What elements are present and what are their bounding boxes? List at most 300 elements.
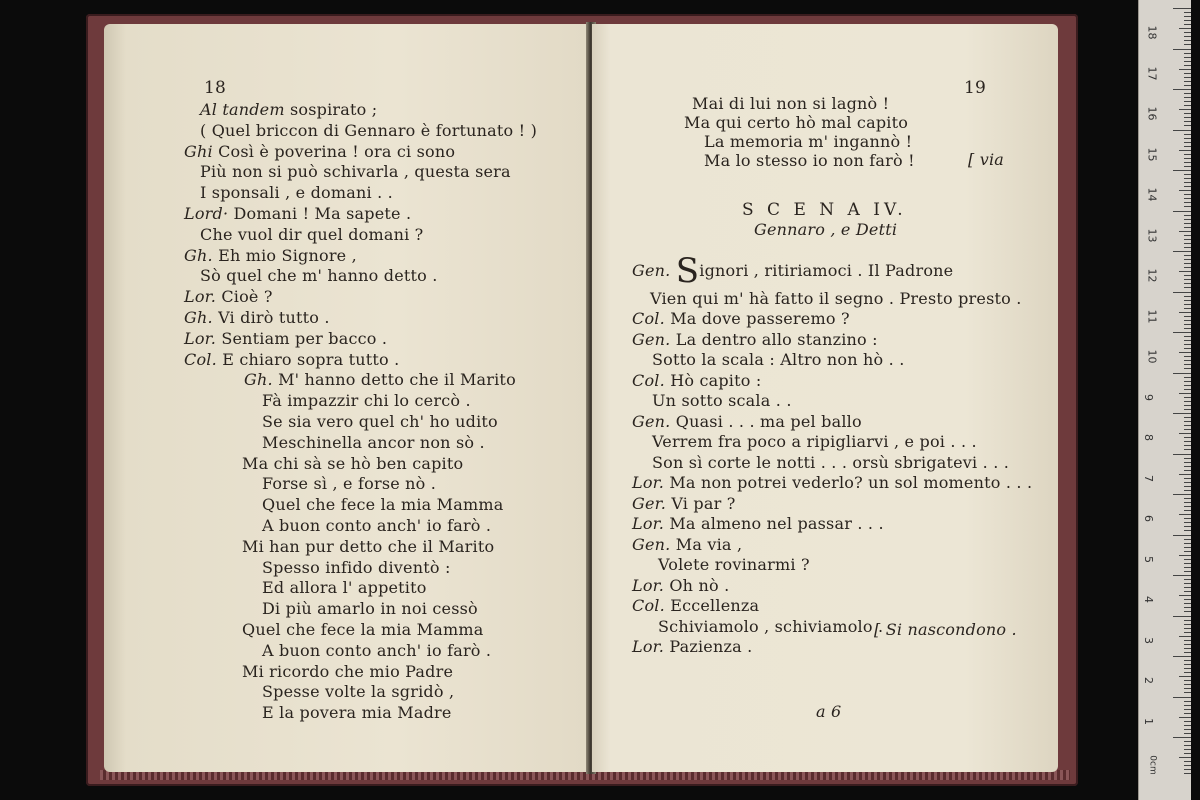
ruler-tick bbox=[1184, 279, 1191, 280]
text-line bbox=[632, 412, 862, 432]
text-line bbox=[632, 473, 1032, 493]
ruler-tick bbox=[1179, 595, 1191, 596]
speaker-name: Gh. bbox=[184, 245, 213, 265]
text-line bbox=[658, 617, 883, 637]
line-text: Mi han pur detto che il Marito bbox=[242, 536, 495, 556]
speaker-name: Ger. bbox=[632, 493, 667, 513]
ruler-tick bbox=[1173, 211, 1191, 212]
text-line bbox=[184, 246, 357, 266]
text-line bbox=[632, 371, 761, 391]
ruler-tick bbox=[1184, 166, 1191, 167]
ruler-tick bbox=[1184, 761, 1191, 762]
ruler-tick bbox=[1184, 510, 1191, 511]
ruler-tick bbox=[1184, 296, 1191, 297]
ruler-tick bbox=[1184, 101, 1191, 102]
ruler-tick bbox=[1173, 89, 1191, 90]
ruler-tick bbox=[1173, 575, 1191, 576]
line-text: Domani ! Ma sapete . bbox=[233, 204, 412, 223]
text-line bbox=[242, 454, 463, 474]
speaker-name: Col. bbox=[632, 596, 665, 615]
ruler-tick bbox=[1184, 356, 1191, 357]
ruler-tick bbox=[1184, 105, 1191, 106]
ruler-tick bbox=[1184, 583, 1191, 584]
ruler-tick bbox=[1184, 16, 1191, 17]
line-text: A buon conto anch' io farò . bbox=[262, 516, 492, 535]
ruler-tick bbox=[1179, 757, 1191, 758]
ruler-tick bbox=[1184, 506, 1191, 507]
text-line bbox=[262, 558, 451, 578]
ruler-tick bbox=[1184, 186, 1191, 187]
ruler-tick bbox=[1184, 53, 1191, 54]
line-text: Ma non potrei vederlo? un sol momento . . . bbox=[669, 473, 1033, 492]
line-text: ignori , ritiriamoci . Il Padrone bbox=[699, 261, 954, 280]
ruler-number: 8 bbox=[1142, 434, 1155, 441]
ruler-tick bbox=[1184, 324, 1191, 325]
text-line bbox=[242, 537, 494, 557]
line-text-rest: sospirato ; bbox=[284, 100, 378, 119]
text-line bbox=[184, 204, 411, 224]
line-text: La memoria m' ingannò ! bbox=[704, 132, 913, 151]
ruler-tick bbox=[1184, 571, 1191, 572]
ruler-tick bbox=[1184, 255, 1191, 256]
ruler-tick bbox=[1184, 539, 1191, 540]
ruler-tick bbox=[1184, 466, 1191, 467]
text-line bbox=[184, 308, 330, 328]
ruler-tick bbox=[1184, 235, 1191, 236]
line-text: Ma almeno nel passar . . . bbox=[669, 514, 884, 533]
speaker-name: Ghi bbox=[184, 141, 213, 161]
ruler-tick bbox=[1184, 138, 1191, 139]
speaker-name: Gen. bbox=[632, 411, 671, 431]
ruler-tick bbox=[1184, 275, 1191, 276]
ruler-tick bbox=[1184, 632, 1191, 633]
ruler-tick bbox=[1173, 251, 1191, 252]
line-text: Mi ricordo che mio Padre bbox=[242, 661, 454, 681]
ruler-tick bbox=[1184, 445, 1191, 446]
ruler-number: 16 bbox=[1145, 106, 1159, 121]
text-line bbox=[652, 453, 1009, 473]
ruler-tick bbox=[1184, 328, 1191, 329]
ruler-tick bbox=[1184, 490, 1191, 491]
ruler-tick bbox=[1184, 518, 1191, 519]
ruler-tick bbox=[1184, 692, 1191, 693]
speaker-name: Lor. bbox=[632, 575, 665, 595]
ruler-tick bbox=[1184, 239, 1191, 240]
ruler-tick bbox=[1173, 535, 1191, 536]
ruler-tick bbox=[1184, 162, 1191, 163]
text-line bbox=[652, 350, 905, 370]
ruler-tick bbox=[1184, 587, 1191, 588]
line-text: Cioè ? bbox=[221, 287, 273, 307]
ruler-tick bbox=[1184, 40, 1191, 41]
text-line bbox=[200, 183, 393, 203]
line-text: Vi par ? bbox=[671, 493, 736, 513]
ruler-tick bbox=[1184, 287, 1191, 288]
ruler-unit: 0cm bbox=[1147, 755, 1158, 775]
text-line bbox=[262, 578, 427, 598]
ruler-tick bbox=[1184, 680, 1191, 681]
text-line bbox=[684, 113, 908, 133]
text-line bbox=[184, 329, 387, 349]
ruler-number: 6 bbox=[1142, 515, 1155, 522]
ruler-tick bbox=[1184, 247, 1191, 248]
text-line bbox=[652, 432, 977, 452]
ruler-tick bbox=[1184, 340, 1191, 341]
ruler-tick bbox=[1184, 377, 1191, 378]
ruler-tick bbox=[1184, 741, 1191, 742]
text-line bbox=[184, 350, 399, 370]
scene-heading: S C E N A IV. bbox=[742, 200, 907, 220]
ruler-tick bbox=[1184, 458, 1191, 459]
ruler-tick bbox=[1184, 745, 1191, 746]
line-text: Volete rovinarmi ? bbox=[658, 555, 810, 574]
ruler-tick bbox=[1184, 219, 1191, 220]
line-text: Hò capito : bbox=[670, 370, 762, 390]
ruler-tick bbox=[1184, 20, 1191, 21]
text-line bbox=[262, 516, 491, 536]
ruler-tick bbox=[1179, 555, 1191, 556]
ruler-tick bbox=[1184, 721, 1191, 722]
ruler-tick bbox=[1184, 336, 1191, 337]
text-line bbox=[184, 142, 455, 162]
ruler-tick bbox=[1184, 344, 1191, 345]
ruler-tick bbox=[1179, 514, 1191, 515]
text-line bbox=[632, 251, 954, 291]
ruler-tick bbox=[1179, 474, 1191, 475]
line-text: Se sia vero quel ch' ho udito bbox=[262, 412, 498, 431]
ruler-tick bbox=[1184, 154, 1191, 155]
ruler-tick bbox=[1184, 401, 1191, 402]
line-text: Meschinella ancor non sò . bbox=[262, 432, 485, 452]
ruler-tick bbox=[1184, 259, 1191, 260]
ruler-tick bbox=[1184, 381, 1191, 382]
ruler-tick bbox=[1184, 437, 1191, 438]
ruler-tick bbox=[1184, 749, 1191, 750]
line-text: Al tandem bbox=[200, 100, 285, 119]
ruler-tick bbox=[1173, 494, 1191, 495]
ruler-tick bbox=[1184, 620, 1191, 621]
ruler-tick bbox=[1184, 611, 1191, 612]
ruler-tick bbox=[1184, 652, 1191, 653]
ruler-number: 11 bbox=[1145, 309, 1159, 323]
ruler-tick bbox=[1184, 223, 1191, 224]
ruler-tick bbox=[1184, 729, 1191, 730]
ruler-tick bbox=[1184, 725, 1191, 726]
ruler-tick bbox=[1184, 243, 1191, 244]
ruler-tick bbox=[1184, 364, 1191, 365]
ruler-tick bbox=[1184, 470, 1191, 471]
ruler-tick bbox=[1184, 664, 1191, 665]
ruler-tick bbox=[1184, 36, 1191, 37]
ruler-tick bbox=[1184, 134, 1191, 135]
ruler-tick bbox=[1184, 644, 1191, 645]
ruler-tick bbox=[1173, 697, 1191, 698]
speaker-name: Gh. bbox=[184, 308, 213, 327]
text-line bbox=[262, 412, 498, 432]
line-text: Ma lo stesso io non farò ! bbox=[704, 151, 915, 170]
line-text: Che vuol dir quel domani ? bbox=[200, 224, 424, 244]
text-line bbox=[658, 555, 810, 575]
text-line bbox=[242, 662, 453, 682]
ruler-tick bbox=[1184, 526, 1191, 527]
ruler-tick bbox=[1184, 174, 1191, 175]
ruler-tick bbox=[1184, 57, 1191, 58]
text-line bbox=[200, 121, 537, 141]
ruler-tick bbox=[1184, 713, 1191, 714]
right-page bbox=[592, 24, 1058, 772]
ruler-tick bbox=[1173, 373, 1191, 374]
ruler-tick bbox=[1184, 624, 1191, 625]
ruler-tick bbox=[1184, 522, 1191, 523]
speaker-name: Gen. bbox=[632, 261, 671, 280]
ruler-tick bbox=[1184, 117, 1191, 118]
text-line bbox=[262, 641, 491, 661]
text-line bbox=[262, 599, 478, 619]
line-text: Spesse volte la sgridò , bbox=[262, 682, 455, 702]
ruler-tick bbox=[1184, 688, 1191, 689]
ruler-tick bbox=[1173, 656, 1191, 657]
ruler-tick bbox=[1179, 271, 1191, 272]
text-line bbox=[632, 494, 736, 514]
text-line bbox=[244, 370, 516, 390]
text-line bbox=[692, 94, 889, 114]
line-text: Un sotto scala . . bbox=[652, 391, 792, 410]
line-text: Quel che fece la mia Mamma bbox=[262, 495, 504, 515]
line-text: ( Quel briccon di Gennaro è fortunato ! ) bbox=[200, 120, 538, 140]
measurement-ruler bbox=[1138, 0, 1191, 800]
line-text: Ed allora l' appetito bbox=[262, 578, 427, 598]
ruler-tick bbox=[1173, 737, 1191, 738]
speaker-name: Gen. bbox=[632, 329, 671, 349]
text-line bbox=[632, 309, 850, 329]
ruler-tick bbox=[1184, 603, 1191, 604]
ruler-tick bbox=[1173, 49, 1191, 50]
ruler-number: 15 bbox=[1145, 147, 1159, 161]
ruler-number: 3 bbox=[1142, 636, 1155, 644]
line-text: Sò quel che m' hanno detto . bbox=[200, 266, 438, 286]
ruler-tick bbox=[1184, 198, 1191, 199]
ruler-tick bbox=[1184, 113, 1191, 114]
line-text: Fà impazzir chi lo cercò . bbox=[262, 391, 471, 411]
ruler-tick bbox=[1184, 486, 1191, 487]
ruler-tick bbox=[1184, 753, 1191, 754]
line-text: Ma chi sà se hò ben capito bbox=[242, 453, 464, 473]
ruler-tick bbox=[1184, 348, 1191, 349]
line-text: M' hanno detto che il Marito bbox=[278, 370, 516, 390]
line-text: Son sì corte le notti . . . orsù sbrigatevi . . . bbox=[652, 452, 1010, 472]
ruler-tick bbox=[1184, 705, 1191, 706]
ruler-tick bbox=[1179, 352, 1191, 353]
ruler-tick bbox=[1179, 312, 1191, 313]
left-page bbox=[104, 24, 590, 772]
line-text: Così è poverina ! ora ci sono bbox=[218, 141, 456, 161]
ruler-tick bbox=[1179, 717, 1191, 718]
ruler-tick bbox=[1184, 701, 1191, 702]
line-text: Spesso infido diventò : bbox=[262, 557, 451, 577]
speaker-name: Gh. bbox=[244, 370, 273, 390]
ruler-tick bbox=[1184, 563, 1191, 564]
speaker-name: Lord· bbox=[184, 204, 229, 223]
line-text: I sponsali , e domani . . bbox=[200, 183, 393, 203]
text-line bbox=[632, 330, 878, 350]
ruler-tick bbox=[1184, 684, 1191, 685]
ruler-tick bbox=[1184, 660, 1191, 661]
ruler-tick bbox=[1184, 308, 1191, 309]
ruler-tick bbox=[1179, 150, 1191, 151]
ruler-tick bbox=[1173, 454, 1191, 455]
ruler-tick bbox=[1184, 765, 1191, 766]
speaker-name: Lor. bbox=[632, 514, 665, 533]
ruler-tick bbox=[1179, 231, 1191, 232]
ruler-tick bbox=[1184, 385, 1191, 386]
ruler-number: 5 bbox=[1142, 555, 1155, 563]
ruler-tick bbox=[1173, 130, 1191, 131]
line-text: Pazienza . bbox=[669, 637, 753, 656]
text-line bbox=[650, 289, 1022, 309]
ruler-tick bbox=[1184, 733, 1191, 734]
ruler-tick bbox=[1184, 81, 1191, 82]
ruler-tick bbox=[1184, 125, 1191, 126]
ruler-tick bbox=[1184, 441, 1191, 442]
ruler-tick bbox=[1184, 61, 1191, 62]
text-line bbox=[632, 535, 742, 555]
ruler-number: 18 bbox=[1145, 25, 1159, 40]
text-line bbox=[632, 637, 752, 657]
ruler-tick bbox=[1173, 170, 1191, 171]
speaker-name: Lor. bbox=[184, 328, 217, 348]
text-line bbox=[704, 132, 912, 152]
line-text: Schiviamolo , schiviamolo . bbox=[658, 616, 884, 636]
ruler-tick bbox=[1184, 65, 1191, 66]
ruler-number: 9 bbox=[1142, 393, 1155, 401]
ruler-tick bbox=[1184, 502, 1191, 503]
ruler-tick bbox=[1179, 69, 1191, 70]
ruler-tick bbox=[1184, 709, 1191, 710]
text-line bbox=[262, 682, 454, 702]
text-line bbox=[262, 433, 485, 453]
line-text: Eccellenza bbox=[670, 596, 760, 615]
ruler-tick bbox=[1173, 616, 1191, 617]
ruler-number: 14 bbox=[1145, 187, 1159, 202]
scene-cast: Gennaro , e Detti bbox=[754, 220, 898, 239]
line-text: A buon conto anch' io farò . bbox=[262, 640, 492, 660]
ruler-tick bbox=[1179, 676, 1191, 677]
text-line bbox=[632, 576, 729, 596]
ruler-number: 13 bbox=[1145, 228, 1159, 242]
ruler-tick bbox=[1184, 599, 1191, 600]
ruler-tick bbox=[1173, 413, 1191, 414]
ruler-tick bbox=[1184, 397, 1191, 398]
ruler-tick bbox=[1184, 97, 1191, 98]
ruler-tick bbox=[1184, 579, 1191, 580]
speaker-name: Lor. bbox=[632, 637, 665, 656]
text-line bbox=[632, 596, 759, 616]
ruler-tick bbox=[1184, 215, 1191, 216]
line-text: Mai di lui non si lagnò ! bbox=[692, 94, 890, 113]
ruler-tick bbox=[1184, 409, 1191, 410]
speaker-name: Gen. bbox=[632, 534, 671, 554]
ruler-tick bbox=[1173, 292, 1191, 293]
line-text: Verrem fra poco a ripigliarvi , e poi . . . bbox=[652, 432, 977, 451]
ruler-tick bbox=[1184, 121, 1191, 122]
ruler-tick bbox=[1184, 267, 1191, 268]
stage-direction: [ via bbox=[968, 150, 1005, 169]
ruler-tick bbox=[1184, 769, 1191, 770]
ruler-tick bbox=[1184, 32, 1191, 33]
text-line bbox=[200, 225, 423, 245]
ruler-tick bbox=[1184, 543, 1191, 544]
line-text: Ma via , bbox=[675, 534, 743, 554]
ruler-tick bbox=[1184, 449, 1191, 450]
ruler-tick bbox=[1184, 773, 1191, 774]
speaker-name: Col. bbox=[632, 370, 665, 390]
ruler-tick bbox=[1184, 551, 1191, 552]
speaker-name: Col. bbox=[632, 309, 665, 328]
line-text: Oh nò . bbox=[669, 575, 730, 595]
text-line bbox=[262, 391, 471, 411]
ruler-tick bbox=[1184, 93, 1191, 94]
ruler-tick bbox=[1173, 8, 1191, 9]
ruler-tick bbox=[1184, 498, 1191, 499]
ruler-tick bbox=[1179, 636, 1191, 637]
ruler-tick bbox=[1184, 227, 1191, 228]
ruler-tick bbox=[1184, 263, 1191, 264]
text-line bbox=[200, 162, 511, 182]
text-line bbox=[652, 391, 792, 411]
ruler-tick bbox=[1184, 668, 1191, 669]
line-text: Forse sì , e forse nò . bbox=[262, 474, 437, 494]
ruler-tick bbox=[1184, 320, 1191, 321]
ruler-tick bbox=[1184, 425, 1191, 426]
ruler-tick bbox=[1184, 405, 1191, 406]
line-text: Sotto la scala : Altro non hò . . bbox=[652, 350, 905, 369]
ruler-tick bbox=[1184, 178, 1191, 179]
ruler-tick bbox=[1184, 283, 1191, 284]
text-line bbox=[262, 703, 452, 723]
text-line bbox=[184, 287, 273, 307]
ruler-number: 17 bbox=[1145, 66, 1159, 80]
text-line bbox=[200, 100, 377, 120]
ruler-number: 2 bbox=[1142, 677, 1155, 684]
text-line bbox=[242, 620, 483, 640]
ruler-tick bbox=[1184, 628, 1191, 629]
ruler-number: 7 bbox=[1142, 474, 1155, 482]
ruler-tick bbox=[1184, 206, 1191, 207]
line-text: Ma dove passeremo ? bbox=[670, 309, 850, 328]
ruler-tick bbox=[1179, 109, 1191, 110]
line-text: Quasi . . . ma pel ballo bbox=[675, 411, 862, 431]
text-line bbox=[200, 266, 438, 286]
ruler-tick bbox=[1184, 304, 1191, 305]
ruler-tick bbox=[1184, 389, 1191, 390]
ruler-tick bbox=[1184, 559, 1191, 560]
ruler-tick bbox=[1184, 142, 1191, 143]
ruler-tick bbox=[1184, 360, 1191, 361]
speaker-name: Lor. bbox=[184, 287, 217, 307]
text-line bbox=[262, 474, 436, 494]
ruler-tick bbox=[1184, 421, 1191, 422]
text-line bbox=[632, 514, 884, 534]
line-text: E la povera mia Madre bbox=[262, 703, 452, 723]
ruler-tick bbox=[1184, 478, 1191, 479]
ruler-tick bbox=[1184, 24, 1191, 25]
ruler-tick bbox=[1184, 648, 1191, 649]
line-text: Sentiam per bacco . bbox=[221, 328, 388, 348]
text-line bbox=[262, 495, 503, 515]
ruler-tick bbox=[1184, 194, 1191, 195]
ruler-tick bbox=[1184, 417, 1191, 418]
speaker-name: Col. bbox=[184, 349, 217, 369]
